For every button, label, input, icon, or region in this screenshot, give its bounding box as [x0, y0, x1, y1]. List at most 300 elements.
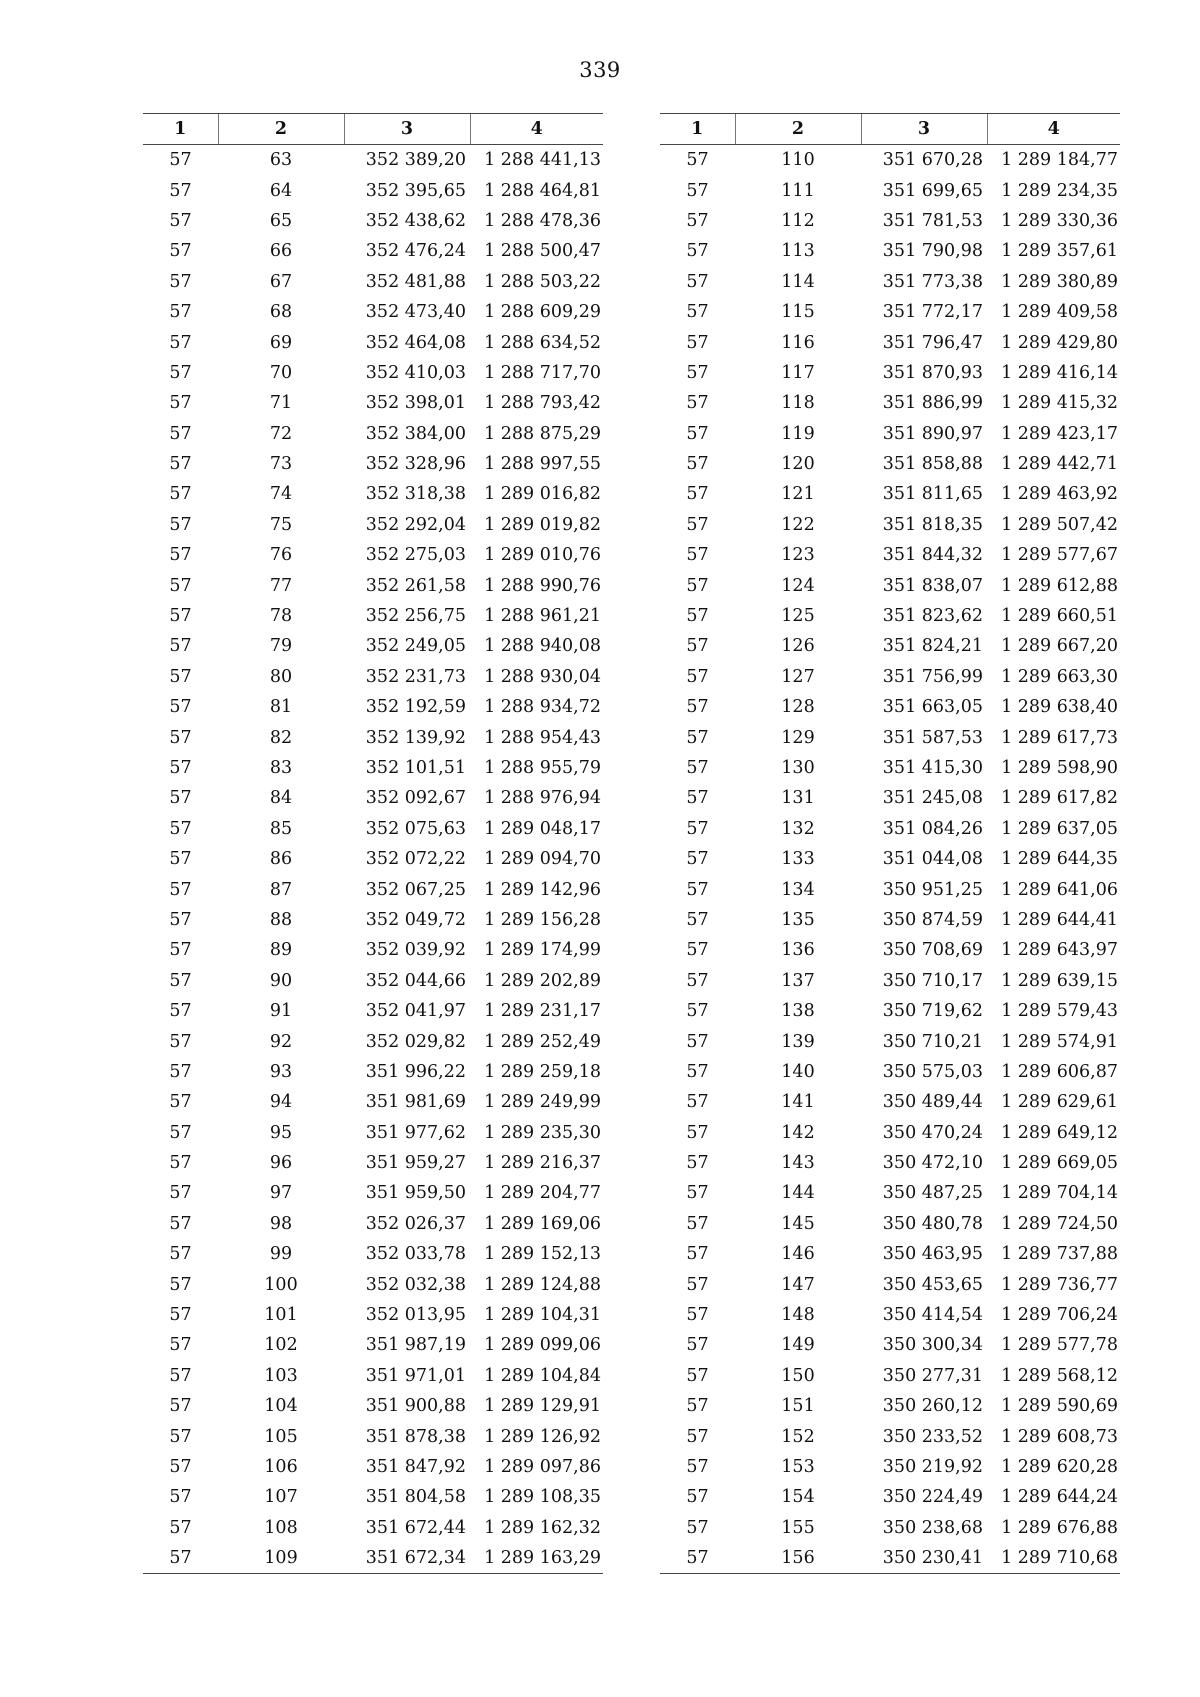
cell-point-number: 149: [781, 1335, 815, 1356]
cell-point-number: 85: [269, 818, 293, 839]
cell-coordinate-y: 1 289 416,14: [1001, 362, 1118, 383]
table-row: [660, 874, 1120, 904]
cell-point-number: 136: [781, 940, 815, 961]
cell-point-group: 57: [686, 1031, 709, 1052]
cell-point-group: 57: [169, 1305, 192, 1326]
table-row: [143, 540, 603, 570]
cell-coordinate-x: 350 470,24: [882, 1122, 983, 1143]
column-header-4: 4: [470, 114, 603, 145]
table-row: [143, 267, 603, 297]
cell-point-number: 91: [269, 1001, 293, 1022]
cell-coordinate-x: 350 463,95: [882, 1244, 983, 1265]
cell-coordinate-x: 352 261,58: [365, 575, 466, 596]
table-row: [660, 1087, 1120, 1117]
cell-coordinate-x: 352 438,62: [365, 210, 466, 231]
cell-coordinate-y: 1 288 478,36: [484, 210, 601, 231]
cell-point-group: 57: [686, 1213, 709, 1234]
cell-point-number: 130: [781, 758, 815, 778]
cell-coordinate-x: 351 245,08: [882, 788, 983, 809]
cell-coordinate-x: 352 067,25: [365, 879, 466, 900]
table-row: [660, 297, 1120, 327]
cell-coordinate-x: 352 032,38: [365, 1274, 466, 1295]
cell-point-group: 57: [169, 606, 192, 627]
cell-point-group: 57: [686, 1487, 709, 1508]
cell-coordinate-y: 1 289 637,05: [1001, 818, 1118, 839]
table-row: [143, 327, 603, 357]
table-row: [660, 419, 1120, 449]
cell-point-number: 90: [269, 970, 293, 991]
table-row: [660, 1026, 1120, 1056]
table-row: [660, 388, 1120, 418]
cell-coordinate-x: 352 410,03: [365, 362, 466, 383]
cell-point-group: 57: [169, 150, 192, 171]
cell-coordinate-y: 1 289 108,35: [484, 1487, 601, 1508]
cell-coordinate-y: 1 289 235,30: [484, 1122, 601, 1143]
cell-point-group: 57: [686, 1335, 709, 1356]
cell-coordinate-y: 1 288 930,04: [484, 666, 601, 687]
cell-point-number: 142: [781, 1122, 815, 1143]
cell-point-group: 57: [169, 575, 192, 596]
table-row: [143, 631, 603, 661]
cell-point-group: 57: [686, 788, 709, 809]
table-row: [143, 388, 603, 418]
table-row: [660, 722, 1120, 752]
cell-coordinate-x: 350 472,10: [882, 1153, 983, 1174]
table-row: [143, 1269, 603, 1299]
cell-coordinate-y: 1 289 577,78: [1001, 1335, 1118, 1356]
cell-point-number: 105: [264, 1426, 298, 1447]
cell-coordinate-y: 1 289 507,42: [1001, 514, 1118, 535]
cell-coordinate-y: 1 289 097,86: [484, 1456, 601, 1477]
cell-point-group: 57: [169, 727, 192, 748]
cell-point-group: 57: [686, 362, 709, 383]
cell-coordinate-y: 1 288 464,81: [484, 180, 601, 201]
cell-coordinate-x: 351 672,44: [365, 1517, 466, 1538]
cell-coordinate-y: 1 289 598,90: [1001, 758, 1118, 778]
cell-point-group: 57: [686, 1153, 709, 1174]
cell-coordinate-y: 1 288 976,94: [484, 788, 601, 809]
cell-coordinate-y: 1 289 574,91: [1001, 1031, 1118, 1052]
cell-point-number: 82: [269, 727, 293, 748]
cell-point-number: 148: [781, 1305, 815, 1326]
cell-coordinate-x: 351 996,22: [365, 1061, 466, 1082]
cell-point-group: 57: [686, 1274, 709, 1295]
cell-point-group: 57: [169, 1244, 192, 1265]
cell-coordinate-y: 1 288 793,42: [484, 393, 601, 414]
column-header-1: 1: [143, 114, 218, 145]
table-row: [660, 1209, 1120, 1239]
cell-point-group: 57: [143, 1543, 218, 1574]
cell-point-number: 86: [269, 849, 293, 870]
cell-point-number: 139: [781, 1031, 815, 1052]
table-row: [660, 1330, 1120, 1360]
cell-coordinate-x: 352 481,88: [365, 271, 466, 292]
cell-coordinate-x: 350 710,21: [882, 1031, 983, 1052]
cell-coordinate-x: 351 663,05: [882, 697, 983, 718]
cell-coordinate-y: 1 288 500,47: [484, 241, 601, 262]
cell-point-number: 102: [264, 1335, 298, 1356]
cell-point-number: 95: [269, 1122, 293, 1143]
cell-coordinate-y: 1 289 608,73: [1001, 1426, 1118, 1447]
cell-coordinate-y: 1 289 620,28: [1001, 1456, 1118, 1477]
cell-point-number: 116: [781, 332, 815, 353]
cell-coordinate-x: 351 818,35: [882, 514, 983, 535]
cell-coordinate-y: 1 289 612,88: [1001, 575, 1118, 596]
table-row: [660, 175, 1120, 205]
cell-coordinate-y: 1 289 152,13: [484, 1244, 601, 1265]
cell-coordinate-y: 1 289 660,51: [1001, 606, 1118, 627]
cell-point-group: 57: [169, 879, 192, 900]
cell-coordinate-x: 351 796,47: [882, 332, 983, 353]
cell-coordinate-y: 1 289 231,17: [484, 1001, 601, 1022]
cell-coordinate-x: 352 192,59: [365, 697, 466, 718]
cell-point-group: 57: [169, 210, 192, 231]
table-row: [660, 935, 1120, 965]
cell-coordinate-x: 351 844,32: [882, 545, 983, 566]
cell-point-number: 123: [781, 545, 815, 566]
cell-point-number: 154: [781, 1487, 815, 1508]
cell-point-number: 107: [264, 1487, 298, 1508]
cell-coordinate-y: 1 289 663,30: [1001, 666, 1118, 687]
cell-coordinate-x: 352 384,00: [365, 423, 466, 444]
table-row: [143, 236, 603, 266]
cell-coordinate-x: 351 756,99: [882, 666, 983, 687]
table-row: [143, 1513, 603, 1543]
cell-point-number: 98: [269, 1213, 293, 1234]
cell-coordinate-x: 351 900,88: [365, 1396, 466, 1417]
cell-coordinate-y: 1 289 736,77: [1001, 1274, 1118, 1295]
cell-coordinate-x: 350 453,65: [882, 1274, 983, 1295]
cell-coordinate-x: 350 414,54: [882, 1305, 983, 1326]
cell-point-group: 57: [169, 1031, 192, 1052]
table-row: [660, 1300, 1120, 1330]
table-row: [660, 905, 1120, 935]
cell-coordinate-y: 1 289 579,43: [1001, 1001, 1118, 1022]
cell-coordinate-x: 350 710,17: [882, 970, 983, 991]
cell-point-group: 57: [169, 393, 192, 414]
cell-point-group: 57: [169, 1456, 192, 1477]
table-row: [660, 814, 1120, 844]
cell-coordinate-y: 1 289 163,29: [470, 1543, 603, 1574]
table-row: [143, 449, 603, 479]
column-header-3: 3: [861, 114, 987, 145]
cell-coordinate-x: 352 389,20: [365, 150, 466, 171]
cell-coordinate-x: 350 219,92: [882, 1456, 983, 1477]
cell-point-number: 106: [264, 1456, 298, 1477]
cell-point-number: 77: [269, 575, 293, 596]
cell-coordinate-x: 351 699,65: [882, 180, 983, 201]
cell-point-group: 57: [686, 727, 709, 748]
cell-coordinate-x: 351 959,27: [365, 1153, 466, 1174]
cell-point-group: 57: [169, 1122, 192, 1143]
cell-point-number: 66: [269, 241, 293, 262]
cell-coordinate-x: 352 049,72: [365, 909, 466, 930]
table-row: [660, 206, 1120, 236]
cell-point-number: 104: [264, 1396, 298, 1417]
cell-point-group: 57: [169, 758, 192, 778]
cell-point-number: 126: [781, 636, 815, 657]
cell-point-group: 57: [169, 1274, 192, 1295]
cell-point-group: 57: [686, 514, 709, 535]
cell-point-group: 57: [686, 332, 709, 353]
table-row: [143, 601, 603, 631]
cell-coordinate-x: 351 886,99: [882, 393, 983, 414]
cell-point-group: 57: [169, 1153, 192, 1174]
cell-coordinate-y: 1 288 997,55: [484, 454, 601, 475]
cell-coordinate-y: 1 289 202,89: [484, 970, 601, 991]
table-row: [143, 1361, 603, 1391]
cell-point-number: 151: [781, 1396, 815, 1417]
cell-coordinate-y: 1 289 669,05: [1001, 1153, 1118, 1174]
cell-coordinate-x: 351 772,17: [882, 302, 983, 323]
cell-point-number: 115: [781, 302, 815, 323]
cell-coordinate-y: 1 289 204,77: [484, 1183, 601, 1204]
cell-point-number: 74: [269, 484, 293, 505]
cell-point-number: 129: [781, 727, 815, 748]
cell-coordinate-x: 352 231,73: [365, 666, 466, 687]
cell-coordinate-x: 352 473,40: [365, 302, 466, 323]
table-row: [143, 570, 603, 600]
cell-point-number: 120: [781, 454, 815, 475]
cell-coordinate-y: 1 288 990,76: [484, 575, 601, 596]
cell-coordinate-x: 352 139,92: [365, 727, 466, 748]
cell-point-number: 146: [781, 1244, 815, 1265]
cell-point-number: 97: [269, 1183, 293, 1204]
cell-point-number: 89: [269, 940, 293, 961]
cell-point-number: 124: [781, 575, 815, 596]
cell-coordinate-x: 350 951,25: [882, 879, 983, 900]
coordinates-table-left: [143, 113, 603, 1574]
cell-coordinate-y: 1 289 162,32: [484, 1517, 601, 1538]
cell-coordinate-y: 1 289 142,96: [484, 879, 601, 900]
table-row: [660, 1513, 1120, 1543]
cell-point-number: 84: [269, 788, 293, 809]
cell-point-number: 156: [735, 1543, 861, 1574]
coordinates-table-right: [660, 113, 1120, 1574]
cell-coordinate-y: 1 289 644,35: [1001, 849, 1118, 870]
cell-point-group: 57: [686, 1426, 709, 1447]
cell-point-number: 137: [781, 970, 815, 991]
cell-point-group: 57: [169, 666, 192, 687]
cell-point-group: 57: [686, 545, 709, 566]
table-row: [660, 449, 1120, 479]
cell-coordinate-y: 1 289 174,99: [484, 940, 601, 961]
table-row: [660, 1482, 1120, 1512]
cell-point-group: 57: [686, 940, 709, 961]
cell-coordinate-y: 1 289 330,36: [1001, 210, 1118, 231]
cell-coordinate-y: 1 288 934,72: [484, 697, 601, 718]
cell-point-group: 57: [686, 484, 709, 505]
cell-point-group: 57: [686, 423, 709, 444]
table-row: [660, 662, 1120, 692]
cell-point-group: 57: [169, 818, 192, 839]
cell-point-number: 76: [269, 545, 293, 566]
cell-point-group: 57: [169, 970, 192, 991]
cell-coordinate-y: 1 288 609,29: [484, 302, 601, 323]
table-row: [660, 236, 1120, 266]
cell-coordinate-x: 352 044,66: [365, 970, 466, 991]
cell-coordinate-x: 352 072,22: [365, 849, 466, 870]
cell-point-group: 57: [169, 1061, 192, 1082]
cell-coordinate-y: 1 289 010,76: [484, 545, 601, 566]
table-row: [660, 1118, 1120, 1148]
table-row: [660, 783, 1120, 813]
cell-point-number: 70: [269, 362, 293, 383]
cell-point-number: 73: [269, 454, 293, 475]
cell-coordinate-x: 351 790,98: [882, 241, 983, 262]
cell-point-group: 57: [686, 1092, 709, 1113]
cell-point-number: 72: [269, 423, 293, 444]
cell-point-number: 68: [269, 302, 293, 323]
table-row: [660, 358, 1120, 388]
cell-point-number: 83: [269, 758, 293, 778]
cell-coordinate-x: 351 415,30: [882, 758, 983, 778]
table-row: [660, 570, 1120, 600]
cell-coordinate-x: 352 249,05: [365, 636, 466, 657]
cell-coordinate-x: 352 013,95: [365, 1305, 466, 1326]
cell-point-group: 57: [169, 271, 192, 292]
column-header-4: 4: [987, 114, 1120, 145]
cell-coordinate-x: 351 670,28: [882, 150, 983, 171]
cell-coordinate-x: 351 981,69: [365, 1092, 466, 1113]
table-row: [660, 479, 1120, 509]
table-row: [143, 1209, 603, 1239]
cell-point-number: 71: [269, 393, 293, 414]
cell-point-group: 57: [686, 666, 709, 687]
table-row: [143, 510, 603, 540]
cell-point-number: 110: [781, 150, 815, 171]
cell-point-number: 69: [269, 332, 293, 353]
table-row: [143, 966, 603, 996]
cell-point-group: 57: [686, 180, 709, 201]
cell-coordinate-x: 352 075,63: [365, 818, 466, 839]
cell-coordinate-x: 352 256,75: [365, 606, 466, 627]
cell-coordinate-x: 350 708,69: [882, 940, 983, 961]
table-row: [143, 1391, 603, 1421]
table-body-left: [143, 145, 603, 1574]
cell-point-group: 57: [686, 636, 709, 657]
cell-point-group: 57: [169, 1092, 192, 1113]
cell-point-number: 140: [781, 1061, 815, 1082]
cell-coordinate-x: 350 230,41: [861, 1543, 987, 1574]
cell-coordinate-y: 1 289 710,68: [987, 1543, 1120, 1574]
cell-coordinate-y: 1 288 717,70: [484, 362, 601, 383]
cell-point-group: 57: [169, 909, 192, 930]
cell-point-number: 122: [781, 514, 815, 535]
cell-point-number: 88: [269, 909, 293, 930]
table-row: [660, 510, 1120, 540]
table-row: [660, 996, 1120, 1026]
cell-coordinate-x: 351 858,88: [882, 454, 983, 475]
table-row: [660, 1391, 1120, 1421]
cell-point-number: 93: [269, 1061, 293, 1082]
cell-point-number: 155: [781, 1517, 815, 1538]
cell-coordinate-y: 1 289 099,06: [484, 1335, 601, 1356]
cell-point-number: 147: [781, 1274, 815, 1295]
cell-coordinate-y: 1 289 126,92: [484, 1426, 601, 1447]
table-row: [143, 175, 603, 205]
cell-point-number: 119: [781, 423, 815, 444]
cell-point-number: 135: [781, 909, 815, 930]
table-row: [660, 692, 1120, 722]
cell-point-number: 118: [781, 393, 815, 414]
cell-point-group: 57: [169, 1365, 192, 1386]
cell-point-number: 101: [264, 1305, 298, 1326]
cell-coordinate-x: 350 300,34: [882, 1335, 983, 1356]
cell-coordinate-y: 1 289 442,71: [1001, 454, 1118, 475]
table-row: [143, 419, 603, 449]
cell-coordinate-x: 352 101,51: [365, 758, 466, 778]
cell-coordinate-y: 1 289 706,24: [1001, 1305, 1118, 1326]
cell-coordinate-x: 351 847,92: [365, 1456, 466, 1477]
table-row: [660, 631, 1120, 661]
cell-coordinate-y: 1 289 423,17: [1001, 423, 1118, 444]
table-row: [143, 358, 603, 388]
cell-point-number: 138: [781, 1001, 815, 1022]
cell-point-group: 57: [169, 849, 192, 870]
cell-point-group: 57: [686, 210, 709, 231]
cell-point-group: 57: [169, 1426, 192, 1447]
cell-coordinate-x: 351 890,97: [882, 423, 983, 444]
cell-point-number: 79: [269, 636, 293, 657]
cell-point-number: 96: [269, 1153, 293, 1174]
cell-coordinate-x: 351 838,07: [882, 575, 983, 596]
table-row: [143, 1421, 603, 1451]
cell-coordinate-y: 1 289 617,73: [1001, 727, 1118, 748]
table-row: [143, 1330, 603, 1360]
cell-point-number: 75: [269, 514, 293, 535]
cell-point-group: 57: [686, 697, 709, 718]
table-row: [660, 327, 1120, 357]
cell-coordinate-x: 351 587,53: [882, 727, 983, 748]
cell-coordinate-y: 1 289 577,67: [1001, 545, 1118, 566]
cell-coordinate-x: 351 804,58: [365, 1487, 466, 1508]
cell-point-number: 99: [269, 1244, 293, 1265]
cell-coordinate-y: 1 288 503,22: [484, 271, 601, 292]
cell-point-number: 65: [269, 210, 293, 231]
cell-point-number: 80: [269, 666, 293, 687]
cell-coordinate-y: 1 289 104,84: [484, 1365, 601, 1386]
table-row: [143, 1057, 603, 1087]
cell-point-group: 57: [169, 788, 192, 809]
cell-point-number: 67: [269, 271, 293, 292]
cell-coordinate-y: 1 289 156,28: [484, 909, 601, 930]
cell-coordinate-y: 1 289 048,17: [484, 818, 601, 839]
table-row: [660, 753, 1120, 783]
table-row: [143, 1300, 603, 1330]
cell-point-number: 64: [269, 180, 293, 201]
cell-point-number: 109: [218, 1543, 344, 1574]
cell-coordinate-y: 1 289 644,24: [1001, 1487, 1118, 1508]
cell-point-number: 112: [781, 210, 815, 231]
table-row: [660, 1178, 1120, 1208]
cell-point-group: 57: [169, 545, 192, 566]
cell-coordinate-x: 351 977,62: [365, 1122, 466, 1143]
cell-point-group: 57: [686, 1517, 709, 1538]
cell-point-number: 133: [781, 849, 815, 870]
table-row: [143, 206, 603, 236]
cell-coordinate-y: 1 288 954,43: [484, 727, 601, 748]
table-row: [143, 1026, 603, 1056]
table-row: [143, 692, 603, 722]
table-row: [143, 996, 603, 1026]
cell-point-group: 57: [169, 454, 192, 475]
column-header-2: 2: [735, 114, 861, 145]
cell-coordinate-x: 351 987,19: [365, 1335, 466, 1356]
table-row: [660, 1057, 1120, 1087]
cell-point-group: 57: [686, 1122, 709, 1143]
table-row: [143, 1543, 603, 1574]
